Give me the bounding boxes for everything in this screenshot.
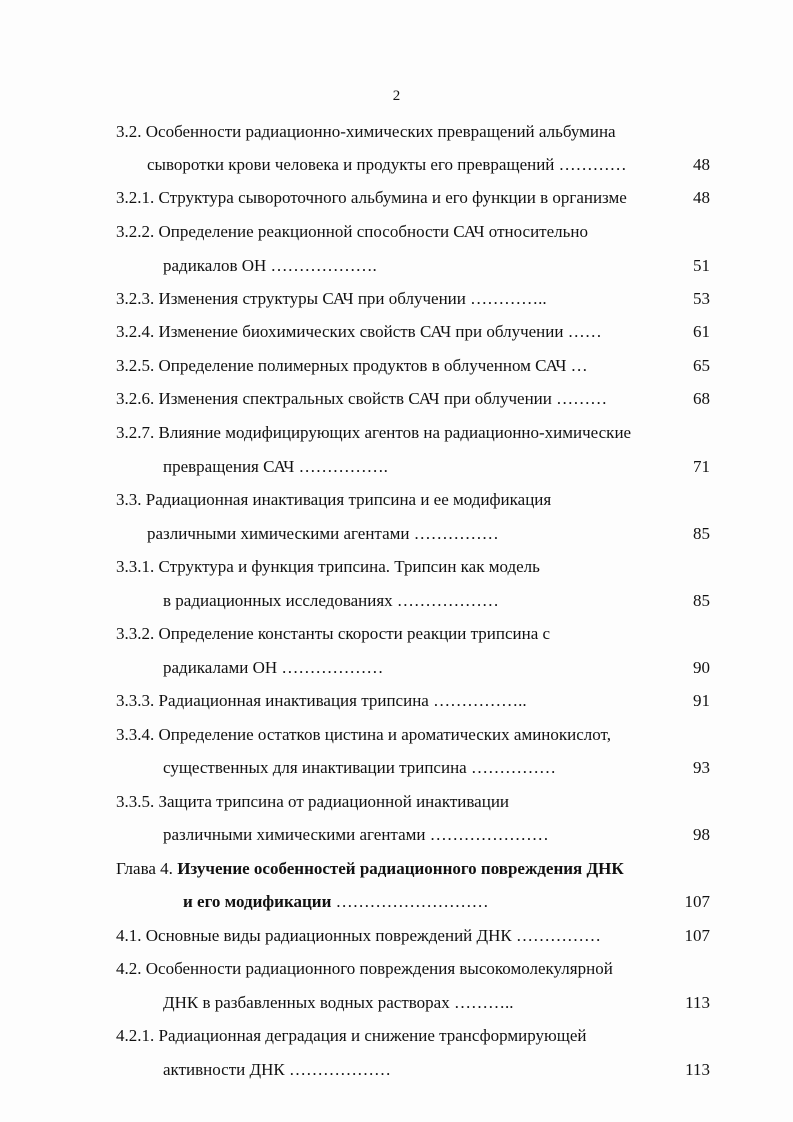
toc-page-3-3: 85 xyxy=(693,524,710,543)
toc-entry-3-3-5-line2: различными химическими агентами ………………… xyxy=(163,825,549,844)
toc-page-4-2: 113 xyxy=(685,993,710,1012)
toc-entry-3-3-1-line2: в радиационных исследованиях ……………… xyxy=(163,591,499,610)
chapter-4-prefix: Глава 4. xyxy=(116,859,178,878)
toc-entry-4-2-line2: ДНК в разбавленных водных растворах ……….. xyxy=(163,993,514,1012)
toc-page-3-2: 48 xyxy=(693,155,710,174)
toc-page-4-2-1: 113 xyxy=(685,1060,710,1079)
toc-entry-4-2-1-line1: 4.2.1. Радиационная деградация и снижение трансформирующей xyxy=(116,1026,587,1045)
toc-entry-3-2-7-line2: превращения САЧ ……………. xyxy=(163,457,388,476)
toc-page-3-2-3: 53 xyxy=(693,289,710,308)
toc-entry-3-3-4-line1: 3.3.4. Определение остатков цистина и ароматических аминокислот, xyxy=(116,725,611,744)
toc-page-3-3-2: 90 xyxy=(693,658,710,677)
toc-page-3-2-4: 61 xyxy=(693,322,710,341)
toc-entry-4-2-line1: 4.2. Особенности радиационного повреждения высокомолекулярной xyxy=(116,959,613,978)
toc-page-3-2-5: 65 xyxy=(693,356,710,375)
toc-entry-3-3-2-line1: 3.3.2. Определение константы скорости реакции трипсина с xyxy=(116,624,551,643)
toc-entry-3-3-2-line2: радикалами ОН ……………… xyxy=(163,658,384,677)
chapter-4-dots: ……………………… xyxy=(331,892,489,911)
toc-entry-4-2-1-line2: активности ДНК ……………… xyxy=(163,1060,391,1079)
toc-entry-3-2-7-line1: 3.2.7. Влияние модифицирующих агентов на радиационно-химические xyxy=(116,423,632,442)
toc-entry-4-1: 4.1. Основные виды радиационных повреждений ДНК …………… xyxy=(116,926,601,945)
toc-entry-3-2-5: 3.2.5. Определение полимерных продуктов в облученном САЧ … xyxy=(116,356,588,375)
toc-page-3-2-7: 71 xyxy=(693,457,710,476)
toc-entry-3-3-line1: 3.3. Радиационная инактивация трипсина и ее модификация xyxy=(116,490,552,509)
chapter-4-title-cont: и его модификации xyxy=(183,892,332,911)
toc-entry-3-2-4: 3.2.4. Изменение биохимических свойств САЧ при облучении …… xyxy=(116,322,602,341)
toc-entry-3-3-5-line1: 3.3.5. Защита трипсина от радиационной инактивации xyxy=(116,792,510,811)
toc-entry-3-2-2-line2: радикалов ОН ………………. xyxy=(163,256,377,275)
toc-page-4-1: 107 xyxy=(684,926,710,945)
chapter-4-title: Изучение особенностей радиационного повреждения ДНК xyxy=(177,859,624,878)
toc-entry-3-3-3: 3.3.3. Радиационная инактивация трипсина …………….. xyxy=(116,691,527,710)
toc-page-3-2-2: 51 xyxy=(693,256,710,275)
toc-entry-3-2-1: 3.2.1. Структура сывороточного альбумина и его функции в организме xyxy=(116,188,627,207)
toc-page-3-3-1: 85 xyxy=(693,591,710,610)
toc-entry-3-3-1-line1: 3.3.1. Структура и функция трипсина. Трипсин как модель xyxy=(116,557,540,576)
toc-entry-chapter-4-line2 xyxy=(183,892,489,912)
toc-entry-3-3-line2: различными химическими агентами …………… xyxy=(147,524,499,543)
toc-page-3-3-5: 98 xyxy=(693,825,710,844)
toc-page-3-2-6: 68 xyxy=(693,389,710,408)
page-number: 2 xyxy=(392,88,401,104)
toc-entry-3-2-line2: сыворотки крови человека и продукты его превращений ………… xyxy=(147,155,627,174)
toc-entry-3-2-3: 3.2.3. Изменения структуры САЧ при облучении ………….. xyxy=(116,289,547,308)
toc-entry-3-3-4-line2: существенных для инактивации трипсина …………… xyxy=(163,758,556,777)
toc-page-3-3-3: 91 xyxy=(693,691,710,710)
toc-entry-3-2-2-line1: 3.2.2. Определение реакционной способности САЧ относительно xyxy=(116,222,588,241)
toc-page-chapter-4: 107 xyxy=(684,892,710,911)
toc-entry-3-2-6: 3.2.6. Изменения спектральных свойств САЧ при облучении ……… xyxy=(116,389,608,408)
toc-entry-chapter-4-line1 xyxy=(116,859,624,879)
toc-page-3-3-4: 93 xyxy=(693,758,710,777)
toc-page-3-2-1: 48 xyxy=(693,188,710,207)
toc-entry-3-2-line1: 3.2. Особенности радиационно-химических превращений альбумина xyxy=(116,122,616,141)
